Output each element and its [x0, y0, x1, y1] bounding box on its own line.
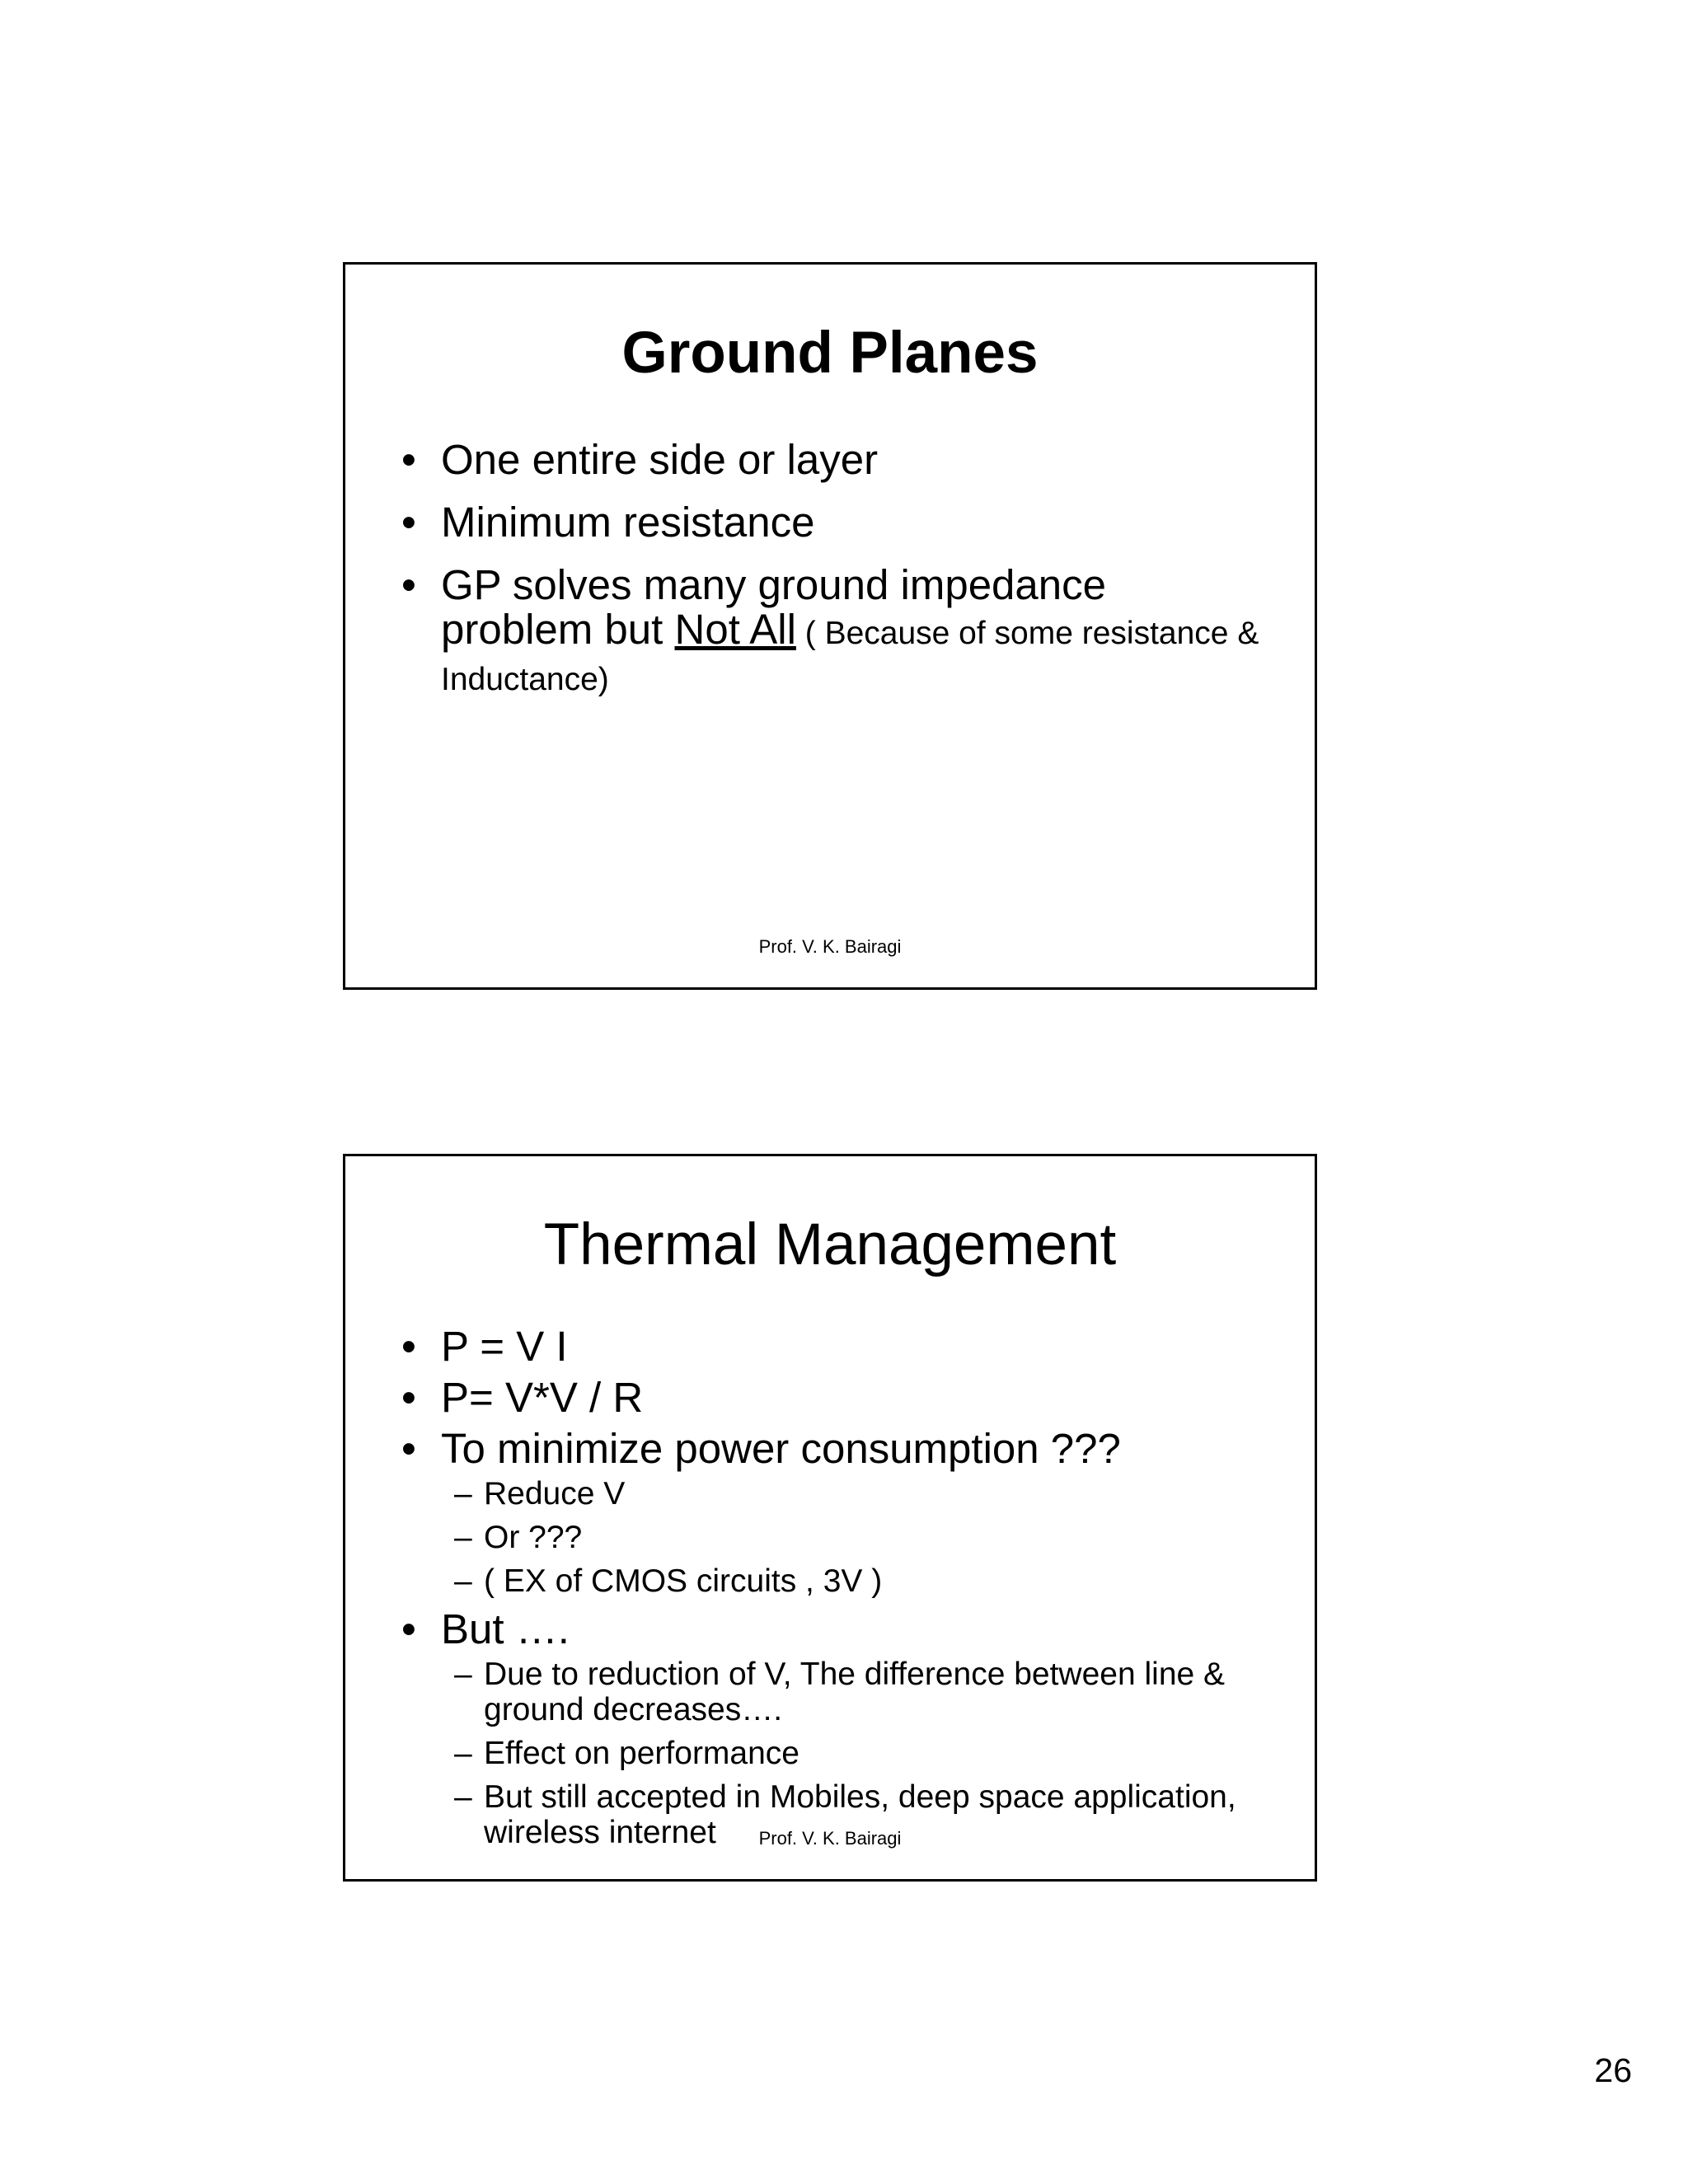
- sub-bullet-text: ( EX of CMOS circuits , 3V ): [484, 1563, 883, 1599]
- dash-icon: –: [454, 1476, 472, 1511]
- bullet-item: [401, 1427, 1265, 1599]
- bullet-dot-icon: •: [401, 1323, 416, 1370]
- bullet-item: [401, 1376, 1265, 1420]
- bullet-dot-icon: •: [401, 436, 416, 483]
- page-number: 26: [1594, 2051, 1632, 2089]
- bullet-text: Minimum resistance: [441, 499, 815, 546]
- bullet-dot-icon: •: [401, 1425, 416, 1472]
- slide-footer: Prof. V. K. Bairagi: [758, 1828, 902, 1849]
- sub-bullet-item: [441, 1520, 1265, 1555]
- bullet-item: [401, 438, 1265, 482]
- slide-ground-planes: [343, 262, 1317, 990]
- dash-icon: –: [454, 1520, 472, 1555]
- dash-icon: –: [454, 1563, 472, 1599]
- bullet-text-line1: GP solves many ground impedance: [441, 561, 1107, 608]
- bullet-list: [401, 1324, 1265, 1858]
- sub-bullet-item: [441, 1563, 1265, 1599]
- sub-bullet-text: But still accepted in Mobiles, deep space application, wireless internet: [484, 1779, 1236, 1850]
- bullet-text: P = V I: [441, 1323, 568, 1370]
- sub-bullet-list: [441, 1476, 1265, 1599]
- slide-title: Thermal Management: [543, 1212, 1117, 1277]
- dash-icon: –: [454, 1736, 472, 1771]
- bullet-text-line2: problem but: [441, 606, 675, 653]
- bullet-text: One entire side or layer: [441, 436, 879, 483]
- bullet-item: [401, 563, 1265, 700]
- bullet-list: [401, 438, 1265, 718]
- bullet-dot-icon: •: [401, 1605, 416, 1652]
- sub-bullet-text: Due to reduction of V, The difference between line & ground decreases….: [484, 1657, 1226, 1727]
- sub-bullet-item: [441, 1736, 1265, 1771]
- dash-icon: –: [454, 1657, 472, 1692]
- bullet-dot-icon: •: [401, 561, 416, 608]
- sub-bullet-text: Reduce V: [484, 1476, 626, 1511]
- bullet-text: But ….: [441, 1605, 570, 1652]
- slide-title: Ground Planes: [621, 321, 1039, 386]
- bullet-text: P= V*V / R: [441, 1374, 644, 1421]
- bullet-item: [401, 1324, 1265, 1369]
- slide-footer: Prof. V. K. Bairagi: [758, 936, 902, 957]
- bullet-item: [401, 1607, 1265, 1850]
- bullet-note: ( Because of some resistance & Inductance): [441, 616, 1259, 697]
- bullet-text: To minimize power consumption ???: [441, 1425, 1121, 1472]
- bullet-dot-icon: •: [401, 499, 416, 546]
- bullet-dot-icon: •: [401, 1374, 416, 1421]
- dash-icon: –: [454, 1779, 472, 1815]
- slide-thermal-management: [343, 1154, 1317, 1882]
- bullet-item: [401, 500, 1265, 545]
- sub-bullet-item: [441, 1657, 1265, 1727]
- sub-bullet-item: [441, 1476, 1265, 1511]
- underlined-text: Not All: [674, 606, 796, 653]
- sub-bullet-list: [441, 1657, 1265, 1850]
- sub-bullet-text: Effect on performance: [484, 1736, 799, 1771]
- sub-bullet-text: Or ???: [484, 1520, 583, 1555]
